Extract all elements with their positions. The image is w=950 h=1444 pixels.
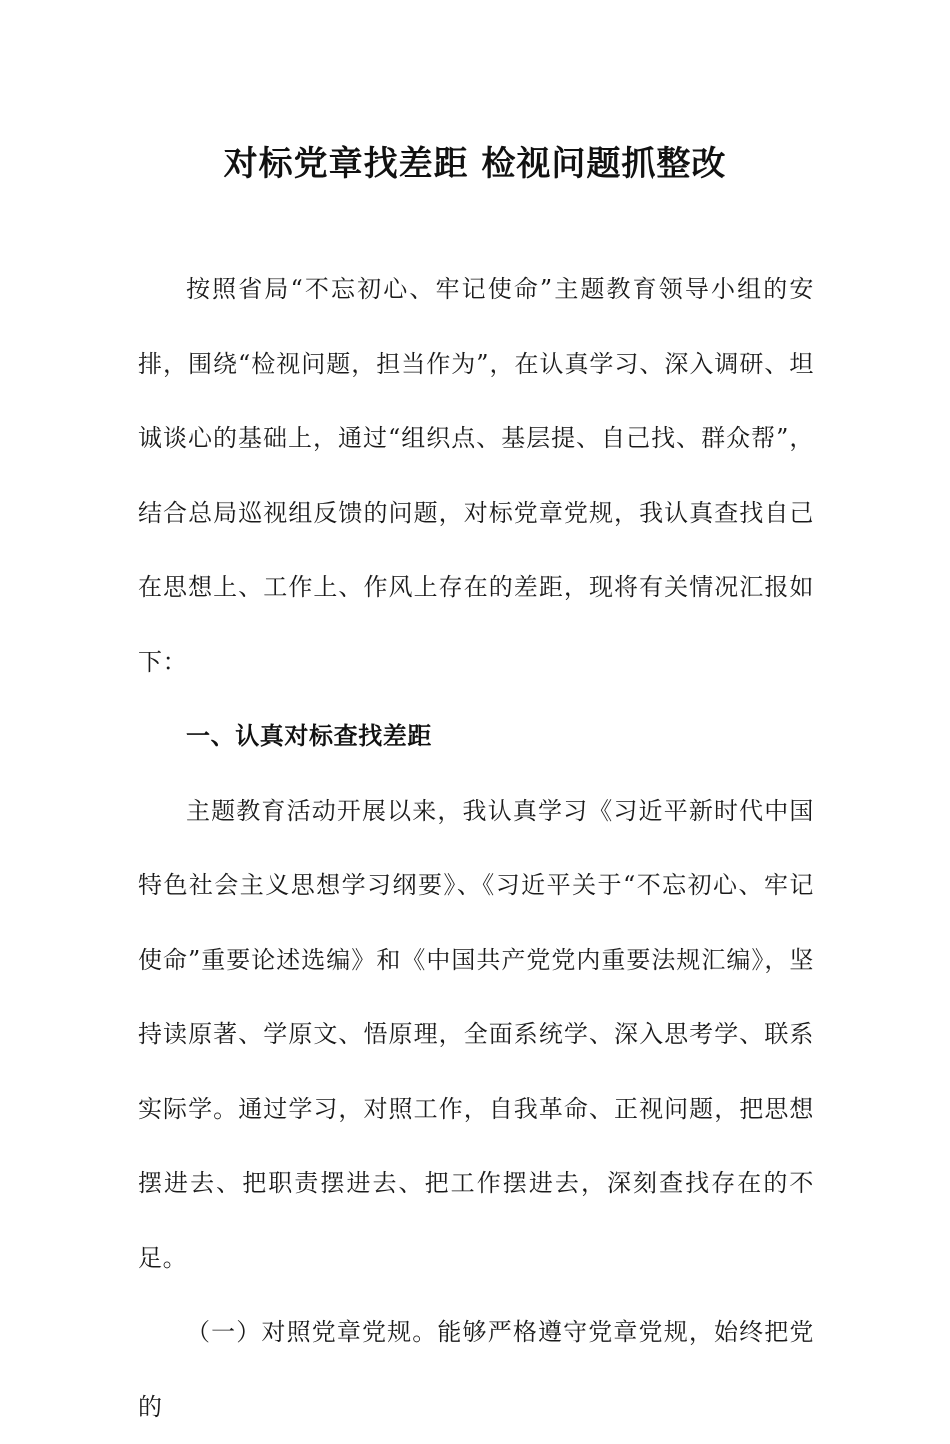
subsection-paragraph: （一）对照党章党规。能够严格遵守党章党规，始终把党的	[138, 1318, 814, 1421]
document-body	[138, 252, 814, 1444]
document-title: 对标党章找差距 检视问题抓整改	[223, 144, 727, 184]
section-paragraph: 主题教育活动开展以来，我认真学习《习近平新时代中国特色社会主义思想学习纲要》、《习近平关于“不忘初心、牢记使命”重要论述选编》和《中国共产党党内重要法规汇编》，坚持读原著、学原文、悟原理，全面系统学、深入思考学、联系实际学。通过学习，对照工作，自我革命、正视问题，把思想摆进去、把职责摆进去、把工作摆进去，深刻查找存在的不足。	[138, 796, 814, 1272]
section-heading: 一、认真对标查找差距	[186, 722, 432, 750]
intro-paragraph: 按照省局“不忘初心、牢记使命”主题教育领导小组的安排，围绕“检视问题，担当作为”，在认真学习、深入调研、坦诚谈心的基础上，通过“组织点、基层提、自己找、群众帮”，结合总局巡视组反馈的问题，对标党章党规，我认真查找自己在思想上、工作上、作风上存在的差距，现将有关情况汇报如下：	[138, 275, 814, 676]
